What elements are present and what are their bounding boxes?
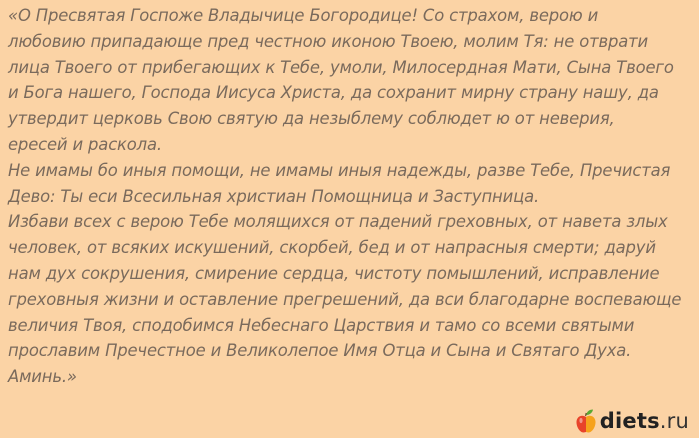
prayer-line: «О Пресвятая Госпоже Владычице Богородице! Со страхом, верою и bbox=[8, 6, 599, 25]
prayer-line: Не имамы бо иныя помощи, не имамы иныя надежды, разве Тебе, Пречистая bbox=[8, 160, 671, 180]
prayer-line: греховныя жизни и оставление прегрешений, да вси благодарне воспевающе bbox=[8, 289, 682, 309]
prayer-line: утвердит церковь Свою святую да незыблему соблюдет ю от неверия, bbox=[8, 109, 615, 129]
prayer-line: и Бога нашего, Господа Иисуса Христа, да сохранит мирну страну нашу, да bbox=[8, 83, 659, 103]
prayer-line: прославим Пречестное и Великолепое Имя Отца и Сына и Святаго Духа. bbox=[8, 341, 632, 361]
prayer-line: Аминь.» bbox=[8, 367, 77, 387]
watermark-tld: .ru bbox=[659, 409, 689, 433]
prayer-line: Избави всех с верою Тебе молящихся от падений греховных, от навета злых bbox=[8, 212, 668, 232]
apple-highlight bbox=[579, 418, 582, 423]
apple-right-half bbox=[586, 416, 596, 433]
watermark-brand: diets bbox=[599, 409, 660, 433]
prayer-line: величия Твоя, сподобимся Небеснаго Царствия и тамо со всеми святыми bbox=[8, 315, 635, 335]
diets-watermark bbox=[571, 406, 693, 436]
prayer-line: лица Твоего от прибегающих к Тебе, умоли, Милосердная Мати, Сына Твоего bbox=[8, 57, 674, 77]
apple-leaf bbox=[586, 410, 593, 416]
prayer-line: ересей и раскола. bbox=[8, 134, 162, 154]
prayer-line: Дево: Ты еси Всесильная христиан Помощница и Заступница. bbox=[8, 186, 540, 206]
apple-stem bbox=[585, 413, 586, 416]
prayer-text bbox=[8, 3, 696, 390]
prayer-line: любовию припадающе пред честною иконою Твоею, молим Тя: не отврати bbox=[8, 31, 649, 51]
prayer-line: человек, от всяких искушений, скорбей, бед и от напрасныя смерти; даруй bbox=[8, 238, 656, 258]
watermark-text bbox=[600, 409, 689, 433]
prayer-line: нам дух сокрушения, смирение сердца, чистоту помышлений, исправление bbox=[8, 263, 660, 283]
apple-icon bbox=[575, 408, 597, 434]
